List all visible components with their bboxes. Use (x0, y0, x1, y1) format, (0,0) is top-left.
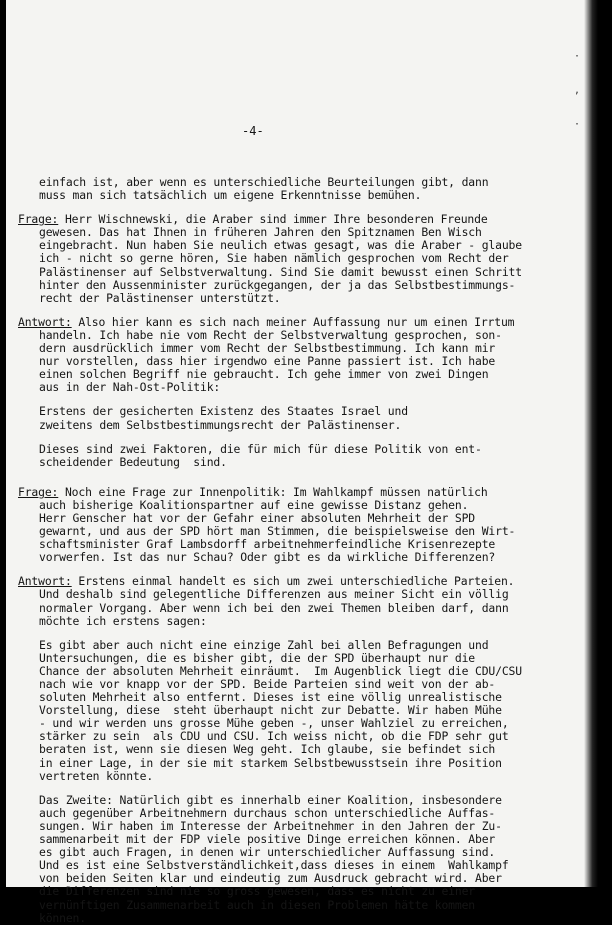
text-line: Untersuchungen, die es bisher gibt, die der SPD überhaupt nur die (39, 650, 476, 665)
text-line: auch gegenüber Arbeitnehmern durchaus schon unterschiedliche Auffas- (39, 805, 496, 820)
text-line: vorwerfen. Ist das nur Schau? Oder gibt es da wirkliche Differenzen? (39, 550, 496, 565)
text-line: stärker zu sein als CDU und CSU. Ich weiss nicht, ob die FDP sehr gut (39, 729, 509, 744)
text-line: ich - nicht so gerne hören, Sie haben nämlich gesprochen vom Recht der (39, 251, 509, 266)
text-line: einfach ist, aber wenn es unterschiedliche Beurteilungen gibt, dann (39, 175, 489, 189)
text-line: auch bisherige Koalitionspartner auf eine gewisse Distanz gehen. (39, 497, 469, 512)
text-line: Also hier kann es sich nach meiner Auffassung nur um einen Irrtum (71, 314, 515, 329)
text-line: beraten ist, wenn sie diesen Weg geht. Ich glaube, sie befindet sich (39, 742, 496, 757)
text-line: Und deshalb sind gelegentliche Differenzen aus meiner Sicht ein völlig (39, 587, 509, 602)
question-1 (18, 213, 592, 305)
text-line: Palästinenser auf Selbstverwaltung. Sind Sie damit bewusst einen Schritt (39, 264, 522, 279)
text-line: in einer Lage, in der sie mit starkem Selbstbewusstsein ihre Position (39, 755, 502, 770)
text-line: vernünftigen Zusammenarbeit auch in diesen Problemen hätte kommen (39, 897, 476, 912)
text-line: können. (39, 910, 86, 925)
text-line: eingebracht. Nun haben Sie neulich etwas gesagt, was die Araber - glaube (39, 238, 522, 253)
text-line: sammenarbeit mit der FDP viele positive Dinge erreichen können. Aber (39, 832, 496, 847)
text-line: zweitens dem Selbstbestimmungsrecht der Palästinenser. (39, 417, 402, 432)
answer-label: Antwort: (18, 574, 72, 589)
text-line: Herr Wischnewski, die Araber sind immer Ihre besonderen Freunde (58, 212, 488, 227)
text-line: soluten Mehrheit also entfernt. Dieses ist eine völlig unrealistische (39, 690, 502, 705)
text-line: nach wie vor knapp vor der SPD. Beide Parteien sind weit von der ab- (39, 677, 496, 691)
text-line: es gibt auch Fragen, in denen wir unterschiedlicher Auffassung sind. (39, 845, 496, 860)
text-line: Noch eine Frage zur Innenpolitik: Im Wahlkampf müssen natürlich (58, 484, 488, 499)
question-label: Frage: (18, 484, 59, 499)
text-line: sungen. Wir haben im Interesse der Arbeitnehmer in den Jahren der Zu- (39, 818, 502, 833)
text-line: nur vorstellen, dass hier irgendwo eine Panne passiert ist. Ich habe (39, 354, 496, 369)
text-line: aus in der Nah-Ost-Politik: (39, 380, 221, 395)
answer-2 (18, 575, 592, 924)
text-line: vertreten könnte. (39, 768, 154, 783)
text-line: Es gibt aber auch nicht eine einzige Zahl bei allen Befragungen und (39, 637, 489, 652)
text-line: handeln. Ich habe nie vom Recht der Selbstverwaltung gesprochen, son- (39, 327, 502, 342)
margin-marks: · , · (573, 51, 580, 130)
text-line: einen solchen Begriff nie gebraucht. Ich gehe immer von zwei Dingen (39, 367, 489, 382)
text-line: scheidender Bedeutung sind. (39, 454, 227, 469)
answer-1 (18, 316, 592, 469)
text-line: Erstens einmal handelt es sich um zwei unterschiedliche Parteien. (71, 574, 515, 589)
text-line: normaler Vorgang. Aber wenn ich bei den zwei Themen bleiben darf, dann (39, 600, 509, 615)
text-line: hinter den Aussenminister zurückgegangen, der ja das Selbstbestimmungs- (39, 277, 516, 292)
text-line: gewarnt, und aus der SPD hört man Stimmen, die beispielsweise den Wirt- (39, 524, 516, 539)
document-body (18, 120, 592, 925)
text-line: gewesen. Das hat Ihnen in früheren Jahren den Spitznamen Ben Wisch (39, 225, 482, 240)
text-line: recht der Palästinenser unterstützt. (39, 290, 281, 305)
question-2 (18, 486, 592, 565)
text-line: möchte ich erstens sagen: (39, 613, 207, 628)
text-line: die Differenzen sind nie so gross gewesen, dass es nicht zu einer (39, 884, 476, 899)
question-label: Frage: (18, 212, 59, 227)
intro-paragraph (18, 176, 592, 202)
answer-label: Antwort: (18, 314, 72, 329)
text-line: von beiden Seiten klar und eindeutig zum Ausdruck gebracht wird. Aber (39, 871, 502, 886)
text-line: Dieses sind zwei Faktoren, die für mich für diese Politik von ent- (39, 441, 482, 456)
text-line: Das Zweite: Natürlich gibt es innerhalb einer Koalition, insbesondere (39, 792, 502, 807)
document-page (6, 0, 598, 925)
text-line: Erstens der gesicherten Existenz des Staates Israel und (39, 404, 408, 419)
page-number: -4- (242, 124, 264, 138)
text-line: Herr Genscher hat vor der Gefahr einer absoluten Mehrheit der SPD (39, 510, 476, 525)
text-line: Vorstellung, diese steht überhaupt nicht zur Debatte. Wir haben Mühe (39, 703, 502, 718)
text-line: - und wir werden uns grosse Mühe geben -, unser Wahlziel zu erreichen, (39, 716, 509, 731)
text-line: Und es ist eine Selbstverständlichkeit,dass dieses in einem Wahlkampf (39, 858, 509, 873)
text-line: dern ausdrücklich immer vom Recht der Selbstbestimmung. Ich kann mir (39, 341, 496, 356)
text-line: schaftsminister Graf Lambsdorff arbeitnehmerfeindliche Krisenrezepte (39, 537, 496, 552)
text-line: Chance der absoluten Mehrheit einräumt. Im Augenblick liegt die CDU/CSU (39, 663, 522, 678)
text-line: muss man sich tatsächlich um eigene Erkenntnisse bemühen. (39, 188, 422, 203)
